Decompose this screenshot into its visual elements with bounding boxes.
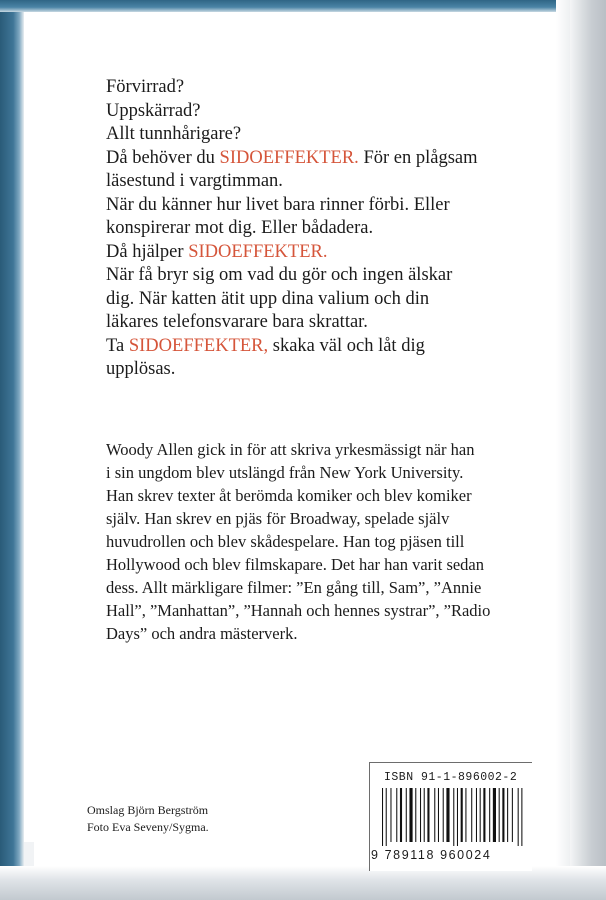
blurb-line <box>106 335 546 359</box>
barcode-bar <box>390 788 391 842</box>
barcode-bar <box>386 788 387 846</box>
book-title-highlight: SIDOEFFEKTER. <box>188 241 328 262</box>
barcode-bar <box>434 788 435 842</box>
barcode-bar <box>521 788 522 846</box>
blurb-line <box>106 241 546 265</box>
book-title-highlight: SIDOEFFEKTER. <box>219 147 359 168</box>
top-edge <box>0 0 606 12</box>
blurb-line: När få bryr sig om vad du gör och ingen älskar <box>106 265 453 285</box>
bio-line: Hollywood och blev filmskapare. Det har han varit sedan <box>106 555 485 574</box>
barcode-bar <box>427 788 429 842</box>
barcode-bar <box>489 788 490 842</box>
barcode-bar <box>446 788 449 842</box>
barcode-bar <box>507 788 508 842</box>
barcode-bar <box>396 788 397 842</box>
isbn-label: ISBN 91-1-896002-2 <box>384 771 518 784</box>
bottom-edge <box>0 866 606 900</box>
page-fold <box>556 0 570 900</box>
credits <box>87 802 209 836</box>
bio-line: själv. Han skrev en pjäs för Broadway, spelade själv <box>106 509 450 528</box>
barcode-bar <box>457 788 458 846</box>
blurb-text <box>106 76 546 382</box>
bio-line: dess. Allt märkligare filmer: ”En gång till, Sam”, ”Annie <box>106 578 482 597</box>
barcode-digits: 9 789118 960024 <box>371 848 492 862</box>
blurb-line: läkares telefonsvarare bara skrattar. <box>106 312 368 332</box>
barcode-bar <box>420 788 421 842</box>
barcode-bar <box>483 788 485 842</box>
barcode-bar <box>480 788 481 842</box>
blurb-line-text: Då hjälper <box>106 241 189 262</box>
blurb-line: När du känner hur livet bara rinner förbi. Eller <box>106 194 450 215</box>
barcode-bar <box>465 788 466 842</box>
barcode-bar <box>502 788 504 842</box>
blurb-line: Uppskärrad? <box>106 100 201 121</box>
bio-line: Han skrev texter åt berömda komiker och blev komiker <box>106 486 472 505</box>
barcode-bar <box>415 788 416 842</box>
author-bio <box>106 438 546 645</box>
blurb-line: läsestund i vargtimman. <box>106 171 283 191</box>
photo-credit: Foto Eva Seveny/Sygma. <box>87 820 209 834</box>
blurb-line-text: Då behöver du <box>106 147 220 168</box>
barcode-bar <box>461 788 463 842</box>
blurb-line: dig. När katten ätit upp dina valium och din <box>106 288 430 309</box>
blurb-line: konspirerar mot dig. Eller bådadera. <box>106 218 374 238</box>
barcode-bar <box>424 788 425 842</box>
barcode-bar <box>443 788 444 842</box>
spine-edge <box>0 0 24 900</box>
barcode-bar <box>518 788 519 846</box>
bio-line: Woody Allen gick in för att skriva yrkesmässigt när han <box>106 440 475 459</box>
blurb-line: Förvirrad? <box>106 77 185 97</box>
cover-credit: Omslag Björn Bergström <box>87 803 209 817</box>
barcode-bar <box>453 788 454 846</box>
bio-line: Days” och andra mästerverk. <box>106 624 298 643</box>
blurb-line-text: Ta <box>106 335 129 356</box>
blurb-line-text: skaka väl och låt dig <box>268 335 425 356</box>
bio-line: i sin ungdom blev utslängd från New York University. <box>106 463 464 482</box>
barcode <box>380 788 525 846</box>
blurb-line: Allt tunnhårigare? <box>106 124 242 144</box>
bio-line: huvudrollen och blev skådespelare. Han tog pjäsen till <box>106 532 465 551</box>
barcode-bar <box>471 788 472 842</box>
blurb-line: upplösas. <box>106 359 176 379</box>
book-title-highlight: SIDOEFFEKTER, <box>128 335 269 356</box>
barcode-bar <box>400 788 402 842</box>
barcode-bar <box>438 788 439 842</box>
right-edge <box>570 0 606 900</box>
blurb-line <box>106 147 546 171</box>
barcode-bar <box>382 788 383 846</box>
barcode-bar <box>476 788 477 842</box>
bio-line: Hall”, ”Manhattan”, ”Hannah och hennes systrar”, ”Radio <box>106 601 491 620</box>
barcode-bar <box>406 788 407 842</box>
jacket-corner <box>24 842 34 866</box>
barcode-bar <box>512 788 513 842</box>
barcode-bar <box>409 788 412 842</box>
blurb-line-text: För en plågsam <box>358 147 478 168</box>
barcode-bar <box>499 788 500 842</box>
barcode-bar <box>493 788 496 842</box>
